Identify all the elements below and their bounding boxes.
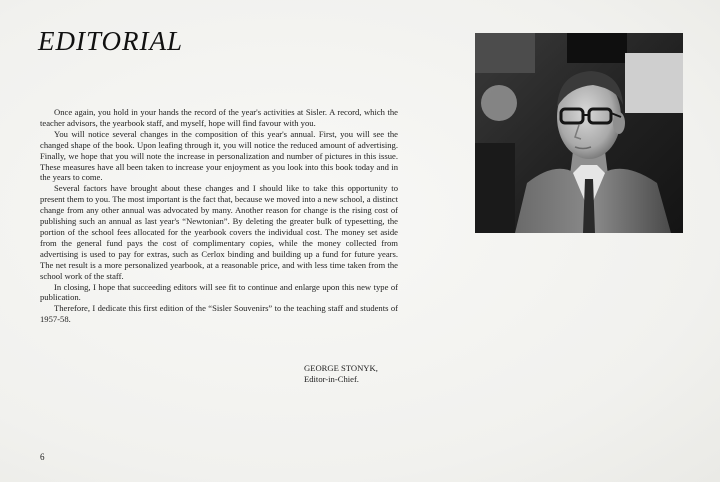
paragraph-3: Several factors have brought about these changes and I should like to take this opportunity to present them to you. The most important is the fact that, because we moved into a new school, a distinct change from any other annual was advocated by many. Another reason for change is the rising cost of publishing such an annual as last year's “Newtonian”. By deleting the greater bulk of typesetting, the portion of the school fees allocated for the yearbook covers the individual cost. The money set aside from the general fund pays the cost of complimentary copies, while the money collected from advertising is used to pay for extras, such as Cerlox binding and building up a fund for future years. The net result is a more personalized yearbook, at a reasonable price, and with less time taken from the school work of the staff. (40, 183, 398, 281)
paragraph-2: You will notice several changes in the composition of this year's annual. First, you will see the changed shape of the book. Upon leafing through it, you will notice the reduced amount of advertising. Finally, we hope that you will note the increase in personalization and number of pictures in this issue. These measures have all been taken to increase your enjoyment as you look into this book today and in the years to come. (40, 128, 398, 183)
portrait-illustration (475, 33, 683, 233)
editor-role: Editor-in-Chief. (304, 374, 359, 384)
editor-portrait-photo (475, 33, 683, 233)
signature-block (304, 363, 400, 385)
page-title: EDITORIAL (38, 26, 184, 56)
page-number: 6 (40, 452, 45, 462)
editorial-body (40, 107, 398, 325)
paragraph-4: In closing, I hope that succeeding editors will see fit to continue and enlarge upon this new type of publication. (40, 281, 398, 303)
editor-name: GEORGE STONYK, (304, 363, 378, 373)
paragraph-1: Once again, you hold in your hands the record of the year's activities at Sisler. A record, which the teacher advisors, the yearbook staff, and myself, hope will find favour with you. (40, 107, 398, 128)
paragraph-5: Therefore, I dedicate this first edition of the “Sisler Souvenirs” to the teaching staff and students of 1957-58. (40, 303, 398, 325)
